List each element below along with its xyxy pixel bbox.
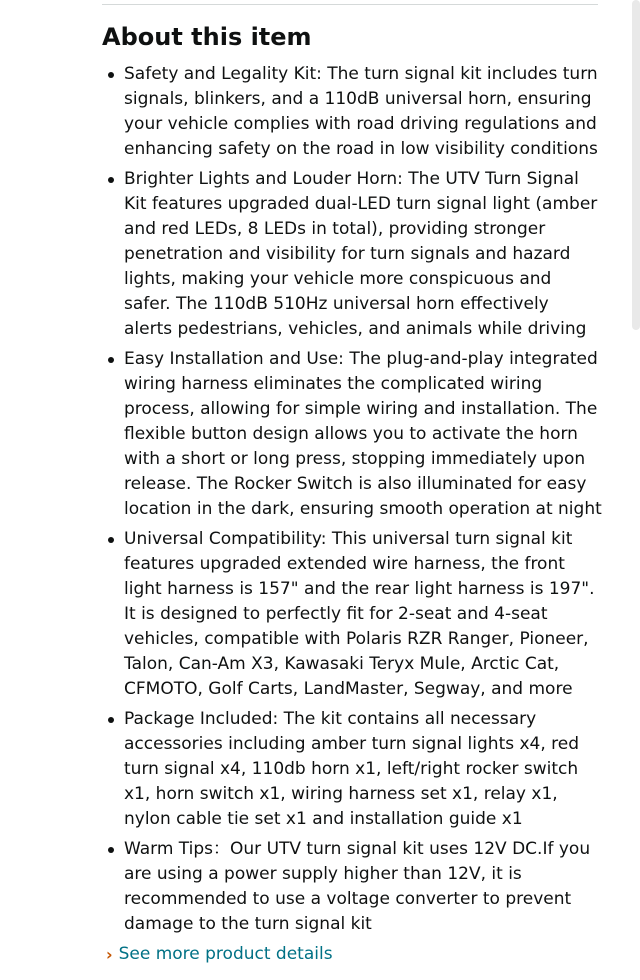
list-item (102, 707, 602, 832)
bullet-icon (108, 177, 114, 183)
bullet-text: Package Included: The kit contains all necessary accessories including amber turn signal lights x4, red turn signal x4, 110db horn x1, left/right rocker switch x1, horn switch x1, wiring harness set x1, relay x1, nylon cable tie set x1 and installation guide x1 (124, 709, 580, 829)
about-this-item-section (102, 20, 602, 942)
bullet-text: Warm Tips：Our UTV turn signal kit uses 12V DC.If you are using a power supply higher than 12V, it is recommended to use a voltage converter to prevent damage to the turn signal kit (124, 839, 591, 934)
see-more-product-details-link[interactable] (106, 942, 333, 967)
list-item (102, 167, 602, 342)
bullet-icon (108, 847, 114, 853)
bullet-text: Safety and Legality Kit: The turn signal kit includes turn signals, blinkers, and a 110dB universal horn, ensuring your vehicle complies with road driving regulations and enhancing safety on the road in low visibility conditions (124, 64, 598, 159)
list-item (102, 347, 602, 522)
top-divider (102, 4, 598, 5)
bullet-text: Easy Installation and Use: The plug-and-play integrated wiring harness eliminates the complicated wiring process, allowing for simple wiring and installation. The flexible button design allows you to activate the horn with a short or long press, stopping immediately upon release. The Rocker Switch is also illuminated for easy location in the dark, ensuring smooth operation at night (124, 349, 602, 519)
feature-bullet-list (102, 62, 602, 937)
list-item (102, 62, 602, 162)
section-title: About this item (102, 23, 312, 51)
bullet-icon (108, 357, 114, 363)
list-item (102, 837, 602, 937)
bullet-icon (108, 72, 114, 78)
list-item (102, 527, 602, 702)
see-more-label: See more product details (118, 944, 333, 964)
bullet-text: Universal Compatibility: This universal turn signal kit features upgraded extended wire harness, the front light harness is 157" and the rear light harness is 197". It is designed to perfectly fit for 2-seat and 4-seat vehicles, compatible with Polaris RZR Ranger, Pioneer, Talon, Can-Am X3, Kawasaki Teryx Mule, Arctic Cat, CFMOTO, Golf Carts, LandMaster, Segway, and more (124, 529, 595, 699)
scrollbar[interactable] (632, 0, 640, 330)
bullet-icon (108, 717, 114, 723)
bullet-text: Brighter Lights and Louder Horn: The UTV Turn Signal Kit features upgraded dual-LED turn signal light (amber and red LEDs, 8 LEDs in total), providing stronger penetration and visibility for turn signals and hazard lights, making your vehicle more conspicuous and safer. The 110dB 510Hz universal horn effectively alerts pedestrians, vehicles, and animals while driving (124, 169, 598, 339)
chevron-right-icon: › (106, 945, 113, 964)
bullet-icon (108, 537, 114, 543)
